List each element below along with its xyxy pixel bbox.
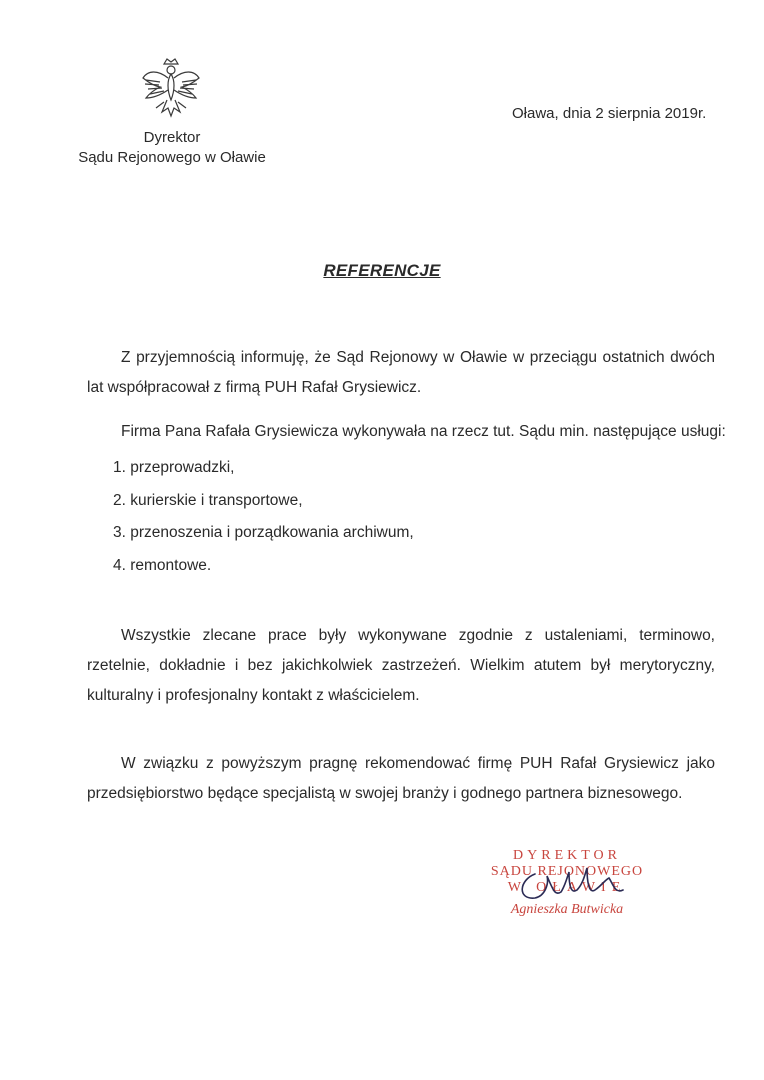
- paragraph-assessment: Wszystkie zlecane prace były wykonywane zgodnie z ustaleniami, terminowo, rzetelnie, dokładnie i bez jakichkolwiek zastrzeżeń. Wielkim atutem był merytoryczny, kulturalny i profesjonalny kontakt z właścicielem.: [87, 626, 715, 704]
- services-list: [113, 452, 414, 582]
- list-item: 3. przenoszenia i porządkowania archiwum,: [113, 524, 414, 541]
- paragraph-cooperation: Z przyjemnością informuję, że Sąd Rejonowy w Oławie w przeciągu ostatnich dwóch lat współpracował z firmą PUH Rafał Grysiewicz.: [87, 348, 715, 396]
- services-intro: Firma Pana Rafała Grysiewicza wykonywała na rzecz tut. Sądu min. następujące usługi:: [121, 423, 726, 440]
- stamp-name: Agnieszka Butwicka: [510, 902, 624, 917]
- list-item: 2. kurierskie i transportowe,: [113, 491, 303, 509]
- place-date: Oława, dnia 2 sierpnia 2019r.: [512, 105, 707, 122]
- paragraph-recommendation: W związku z powyższym pragnę rekomendować firmę PUH Rafał Grysiewicz jako przedsiębiorstwo będące specjalistą w swojej branży i godnego partnera biznesowego.: [87, 754, 715, 802]
- list-item: 4. remontowe.: [113, 556, 212, 574]
- signature-icon: [505, 860, 645, 910]
- issuer-title: Dyrektor: [143, 129, 201, 146]
- issuer-block: [60, 128, 284, 168]
- eagle-emblem-icon: [140, 56, 202, 122]
- list-item: 1. przeprowadzki,: [113, 459, 235, 476]
- stamp-line-city: W OŁAWIE: [507, 880, 627, 895]
- issuer-court: Sądu Rejonowego w Oławie: [78, 149, 266, 166]
- stamp-line-title: DYREKTOR: [513, 848, 621, 863]
- stamp-line-court: SĄDU REJONOWEGO: [490, 864, 644, 879]
- document-title: REFERENCJE: [323, 261, 441, 280]
